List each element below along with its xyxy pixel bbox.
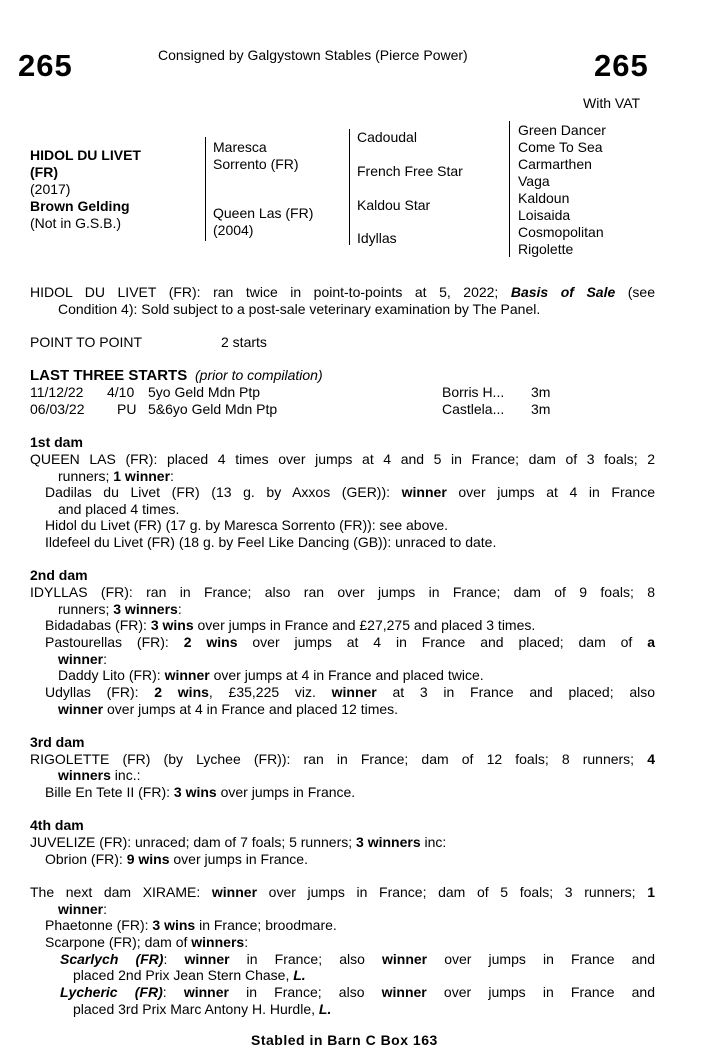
next-dam-line-3: Phaetonne (FR): 3 wins in France; broodmare.: [45, 917, 337, 933]
dam2-heading: 2nd dam: [30, 567, 88, 583]
ptp-starts: 2 starts: [221, 334, 267, 350]
start-date: 11/12/22: [30, 384, 84, 400]
dam2-line-7: Udyllas (FR): 2 wins, £35,225 viz. winner at 3 in France and placed; also: [45, 684, 656, 700]
start-distance: 3m: [531, 384, 551, 400]
summary-line-2: Condition 4): Sold subject to a post-sale veterinary examination by The Panel.: [58, 301, 541, 317]
horse-colour-sex: Brown Gelding: [30, 198, 130, 214]
next-dam-line-4: Scarpone (FR); dam of winners:: [45, 934, 249, 950]
pedigree-dam: [213, 205, 313, 239]
dam2-line-5: winner:: [58, 651, 108, 667]
dam4-line-1: JUVELIZE (FR): unraced; dam of 7 foals; 5 runners; 3 winners inc:: [30, 834, 447, 850]
dam3-line-3: Bille En Tete II (FR): 3 wins over jumps in France.: [45, 784, 356, 800]
great-grandparent-3: Carmarthen: [518, 156, 592, 172]
dam-line-1: Queen Las (FR): [213, 205, 314, 221]
next-dam-line-8: placed 3rd Prix Marc Antony H. Hurdle, L.: [73, 1001, 332, 1017]
dam1-line-3: Dadilas du Livet (FR) (13 g. by Axxos (GER)): winner over jumps at 4 in France: [45, 484, 655, 500]
ptp-label: POINT TO POINT: [30, 334, 143, 350]
start-position: 4/10: [107, 384, 135, 400]
next-dam-line-7: Lycheric (FR): winner in France; also winner over jumps in France and: [60, 984, 655, 1000]
great-grandparent-6: Loisaida: [518, 207, 571, 223]
dam1-line-5: Hidol du Livet (FR) (17 g. by Maresca Sorrento (FR)): see above.: [45, 517, 449, 533]
dam4-heading: 4th dam: [30, 817, 84, 833]
great-grandparent-8: Rigolette: [518, 241, 574, 257]
start-course: Castlela...: [442, 401, 505, 417]
stabling-footer: Stabled in Barn C Box 163: [251, 1032, 438, 1048]
dam4-line-2: Obrion (FR): 9 wins over jumps in France.: [45, 851, 308, 867]
next-dam-line-2: winner:: [58, 901, 108, 917]
dam-line-2: (2004): [213, 222, 254, 238]
sire-line-1: Maresca: [213, 139, 267, 155]
start-position: PU: [117, 401, 137, 417]
dam3-line-2: winners inc.:: [58, 767, 141, 783]
pedigree-divider-3: [509, 121, 510, 257]
grandparent-3: Kaldou Star: [357, 197, 431, 213]
grandparent-4: Idyllas: [357, 230, 397, 246]
great-grandparent-2: Come To Sea: [518, 139, 603, 155]
horse-gsb: (Not in G.S.B.): [30, 215, 122, 231]
horse-identity: [30, 147, 141, 232]
dam2-line-8: winner over jumps at 4 in France and placed 12 times.: [58, 701, 399, 717]
dam1-heading: 1st dam: [30, 434, 83, 450]
dam2-line-2: runners; 3 winners:: [58, 601, 182, 617]
dam3-line-1: RIGOLETTE (FR) (by Lychee (FR)): ran in France; dam of 12 foals; 8 runners; 4: [30, 751, 655, 767]
great-grandparent-1: Green Dancer: [518, 122, 606, 138]
next-dam-line-5: Scarlych (FR): winner in France; also winner over jumps in France and: [60, 951, 655, 967]
pedigree-sire: [213, 139, 299, 173]
horse-country: (FR): [30, 164, 58, 180]
great-grandparent-5: Kaldoun: [518, 190, 570, 206]
horse-year: (2017): [30, 181, 71, 197]
vat-status: With VAT: [583, 95, 641, 111]
next-dam-line-1: The next dam XIRAME: winner over jumps in France; dam of 5 foals; 3 runners; 1: [30, 884, 655, 900]
consignor: Consigned by Galgystown Stables (Pierce Power): [158, 47, 468, 63]
lot-number-left: 265: [18, 48, 73, 83]
dam1-line-1: QUEEN LAS (FR): placed 4 times over jumps at 4 and 5 in France; dam of 3 foals; 2: [30, 451, 655, 467]
start-distance: 3m: [531, 401, 551, 417]
dam1-line-6: Ildefeel du Livet (FR) (18 g. by Feel Like Dancing (GB)): unraced to date.: [45, 534, 497, 550]
pedigree-divider-2: [349, 129, 350, 245]
start-date: 06/03/22: [30, 401, 85, 417]
dam1-line-4: and placed 4 times.: [58, 501, 180, 517]
great-grandparent-7: Cosmopolitan: [518, 224, 604, 240]
dam2-line-1: IDYLLAS (FR): ran in France; also ran over jumps in France; dam of 9 foals; 8: [30, 584, 655, 600]
sire-line-2: Sorrento (FR): [213, 156, 299, 172]
pedigree-divider-1: [205, 137, 206, 241]
starts-heading: LAST THREE STARTS (prior to compilation): [30, 367, 323, 384]
start-course: Borris H...: [442, 384, 505, 400]
horse-name: HIDOL DU LIVET: [30, 147, 141, 163]
great-grandparents: [518, 122, 606, 258]
dam3-heading: 3rd dam: [30, 734, 85, 750]
next-dam-line-6: placed 2nd Prix Jean Stern Chase, L.: [73, 967, 306, 983]
start-race: 5yo Geld Mdn Ptp: [148, 384, 261, 400]
start-race: 5&6yo Geld Mdn Ptp: [148, 401, 278, 417]
dam1-line-2: runners; 1 winner:: [58, 468, 174, 484]
lot-number-right: 265: [594, 48, 649, 83]
grandparent-2: French Free Star: [357, 163, 463, 179]
dam2-line-4: Pastourellas (FR): 2 wins over jumps at 4 in France and placed; dam of a: [45, 634, 655, 650]
dam2-line-6: Daddy Lito (FR): winner over jumps at 4 in France and placed twice.: [58, 667, 484, 683]
summary-line-1: HIDOL DU LIVET (FR): ran twice in point-to-points at 5, 2022; Basis of Sale (see: [30, 284, 656, 300]
grandparent-1: Cadoudal: [357, 129, 417, 145]
dam2-line-3: Bidadabas (FR): 3 wins over jumps in France and £27,275 and placed 3 times.: [45, 617, 536, 633]
great-grandparent-4: Vaga: [518, 173, 550, 189]
